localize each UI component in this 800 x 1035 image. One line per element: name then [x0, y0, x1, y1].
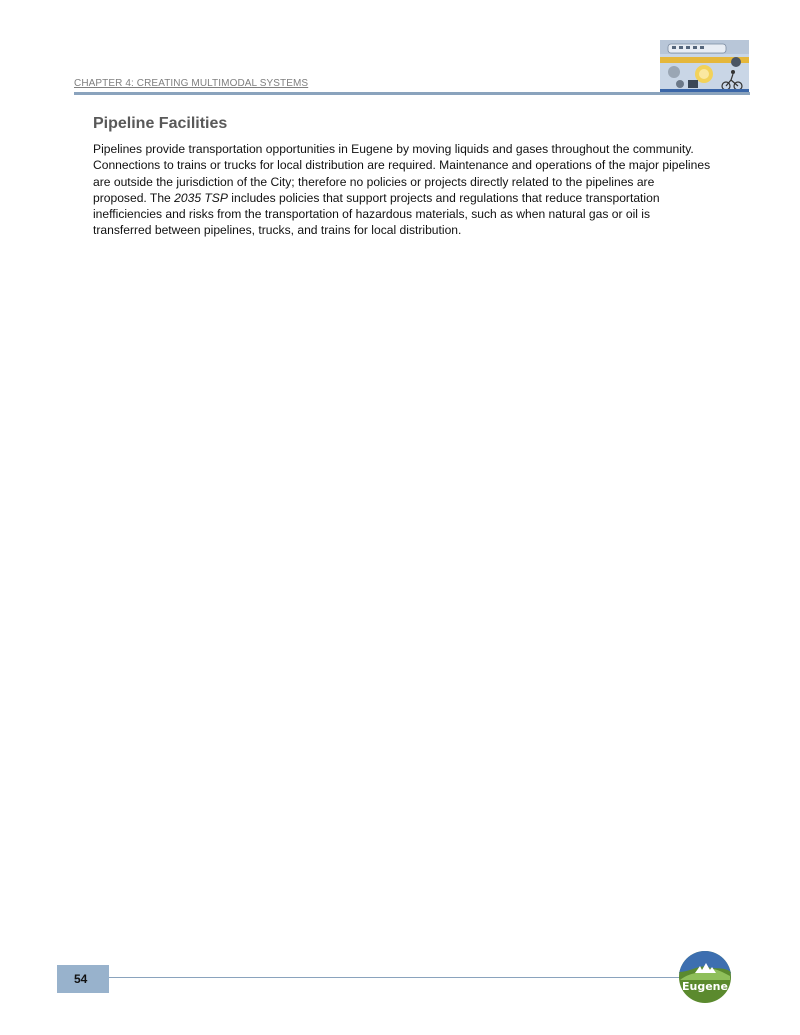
transportation-collage-icon	[660, 40, 749, 92]
paragraph-text-start: Pipelines provide transportation opportunities in Eugene by moving liquids and gases throughout the community. Connections to trains or trucks for local distribution are required. Maintenance and operations of the major pipelines are outside the jurisdiction of the City; therefore no policies or projects directly related to the pipelines are proposed. The	[93, 142, 711, 205]
document-title-emphasis: 2035 TSP	[174, 190, 228, 205]
footer-rule	[109, 977, 701, 978]
header-rule	[74, 92, 750, 95]
section-title: Pipeline Facilities	[93, 115, 228, 132]
paragraph-text-end: includes policies that support projects and regulations that reduce transportation inefficiencies and risks from the transportation of hazardous materials, such as when natural gas or oil is transferred between pipelines, trucks, and trains for local distribution.	[93, 190, 660, 238]
page-number: 54	[74, 972, 88, 986]
eugene-logo	[678, 950, 732, 1004]
body-paragraph	[93, 141, 711, 239]
logo-text: Eugene	[682, 980, 728, 993]
chapter-header: CHAPTER 4: CREATING MULTIMODAL SYSTEMS	[74, 78, 309, 89]
